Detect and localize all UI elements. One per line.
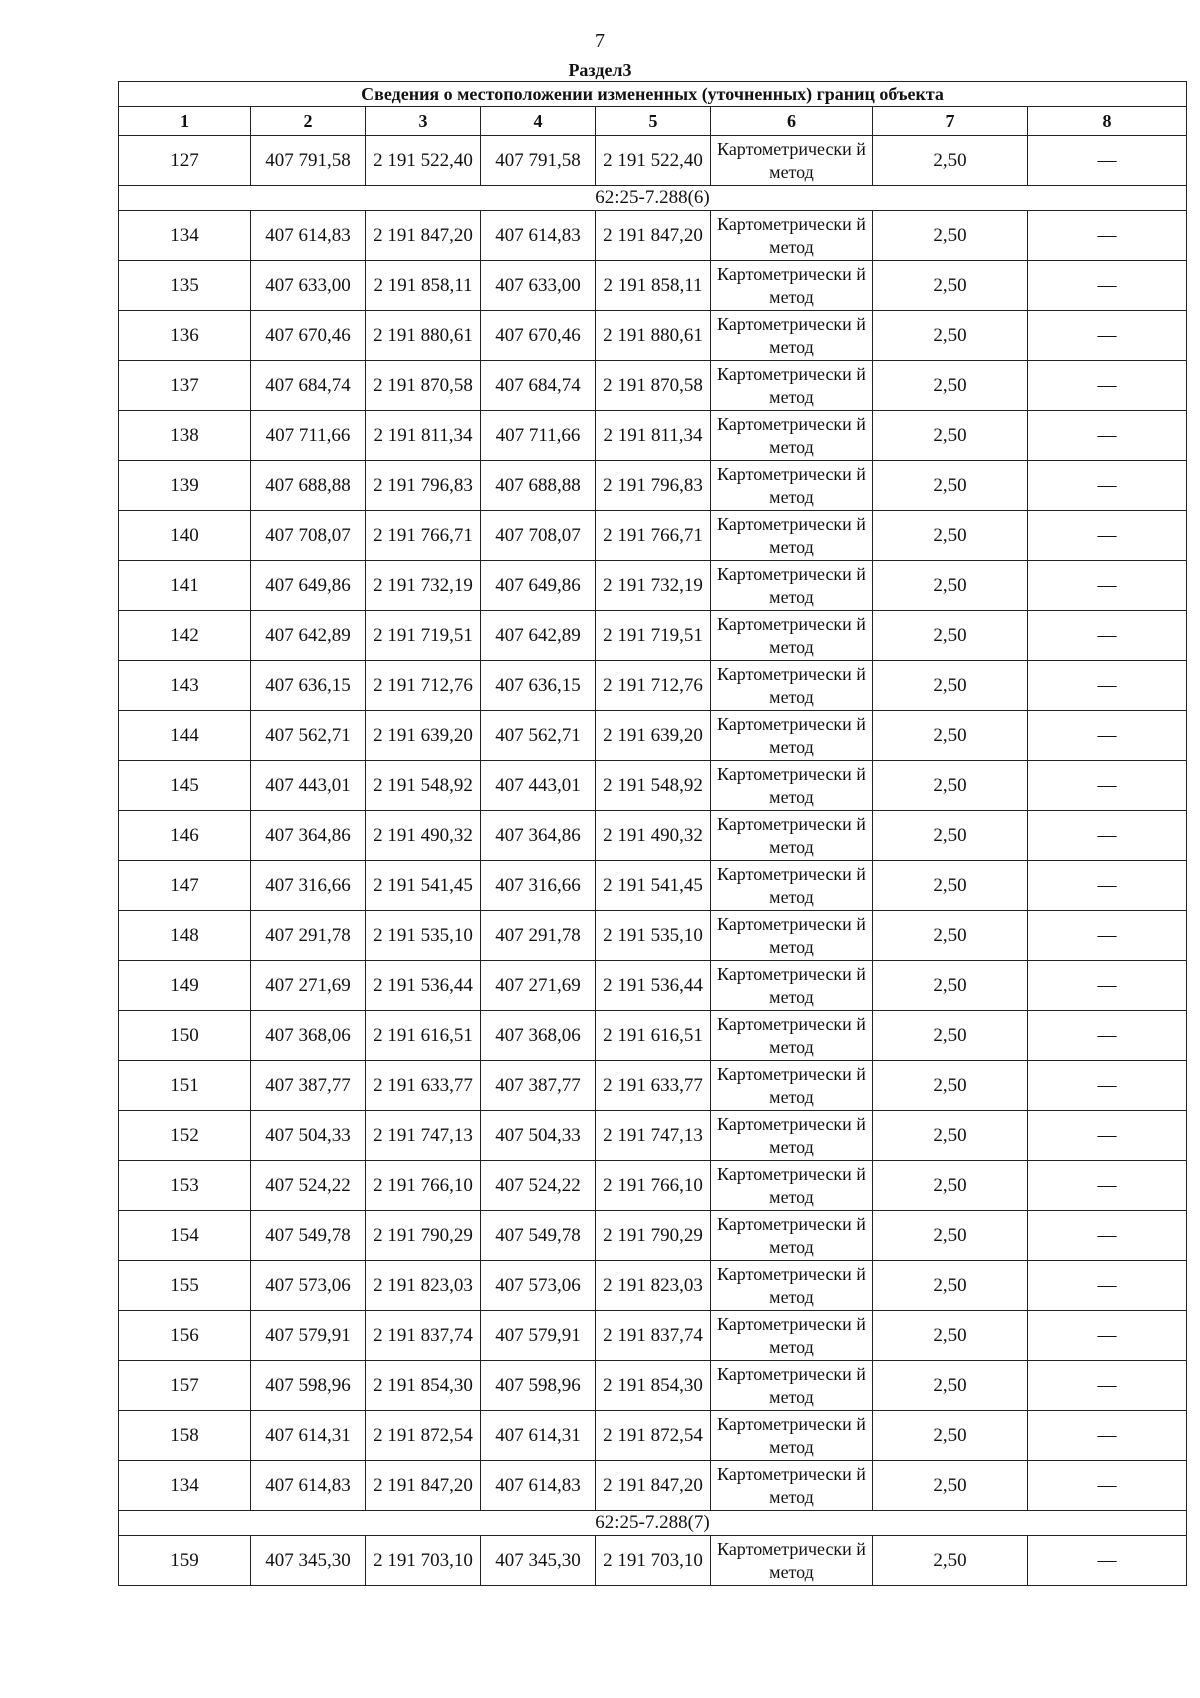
x-new-cell: 407 549,78 (481, 1211, 596, 1261)
note-cell: — (1028, 1011, 1187, 1061)
y-old-cell: 2 191 790,29 (366, 1211, 481, 1261)
x-old-cell: 407 368,06 (251, 1011, 366, 1061)
page-number: 7 (595, 30, 605, 52)
point-number-cell: 157 (119, 1361, 251, 1411)
method-cell: Картометрически й метод (711, 661, 873, 711)
point-number-cell: 138 (119, 411, 251, 461)
x-old-cell: 407 708,07 (251, 511, 366, 561)
table-row (119, 1361, 1187, 1411)
x-new-cell: 407 524,22 (481, 1161, 596, 1211)
point-number-cell: 142 (119, 611, 251, 661)
accuracy-cell: 2,50 (873, 1536, 1028, 1586)
method-cell: Картометрически й метод (711, 1061, 873, 1111)
method-cell: Картометрически й метод (711, 1261, 873, 1311)
group-label: 62:25-7.288(7) (119, 1511, 1187, 1536)
point-number-cell: 141 (119, 561, 251, 611)
x-new-cell: 407 649,86 (481, 561, 596, 611)
table-body (119, 136, 1187, 1586)
note-cell: — (1028, 461, 1187, 511)
y-old-cell: 2 191 766,71 (366, 511, 481, 561)
x-old-cell: 407 614,83 (251, 1461, 366, 1511)
accuracy-cell: 2,50 (873, 1361, 1028, 1411)
note-cell: — (1028, 561, 1187, 611)
y-old-cell: 2 191 548,92 (366, 761, 481, 811)
point-number-cell: 134 (119, 1461, 251, 1511)
note-cell: — (1028, 361, 1187, 411)
method-cell: Картометрически й метод (711, 1111, 873, 1161)
table-row (119, 261, 1187, 311)
note-cell: — (1028, 1261, 1187, 1311)
method-cell: Картометрически й метод (711, 1161, 873, 1211)
column-header: 5 (596, 107, 711, 136)
note-cell: — (1028, 911, 1187, 961)
y-new-cell: 2 191 536,44 (596, 961, 711, 1011)
y-new-cell: 2 191 766,71 (596, 511, 711, 561)
method-cell: Картометрически й метод (711, 811, 873, 861)
table-row (119, 711, 1187, 761)
note-cell: — (1028, 711, 1187, 761)
table-row (119, 561, 1187, 611)
x-new-cell: 407 636,15 (481, 661, 596, 711)
x-new-cell: 407 387,77 (481, 1061, 596, 1111)
accuracy-cell: 2,50 (873, 1061, 1028, 1111)
table-row (119, 861, 1187, 911)
y-old-cell: 2 191 837,74 (366, 1311, 481, 1361)
table-row (119, 811, 1187, 861)
x-old-cell: 407 598,96 (251, 1361, 366, 1411)
accuracy-cell: 2,50 (873, 611, 1028, 661)
point-number-cell: 146 (119, 811, 251, 861)
x-new-cell: 407 614,31 (481, 1411, 596, 1461)
y-new-cell: 2 191 811,34 (596, 411, 711, 461)
y-new-cell: 2 191 490,32 (596, 811, 711, 861)
x-old-cell: 407 573,06 (251, 1261, 366, 1311)
x-new-cell: 407 271,69 (481, 961, 596, 1011)
x-old-cell: 407 791,58 (251, 136, 366, 186)
table-row (119, 1311, 1187, 1361)
accuracy-cell: 2,50 (873, 711, 1028, 761)
x-old-cell: 407 614,83 (251, 211, 366, 261)
note-cell: — (1028, 136, 1187, 186)
table-row (119, 1461, 1187, 1511)
point-number-cell: 153 (119, 1161, 251, 1211)
column-header: 2 (251, 107, 366, 136)
note-cell: — (1028, 1461, 1187, 1511)
x-new-cell: 407 573,06 (481, 1261, 596, 1311)
accuracy-cell: 2,50 (873, 1211, 1028, 1261)
x-new-cell: 407 688,88 (481, 461, 596, 511)
x-old-cell: 407 316,66 (251, 861, 366, 911)
table-row (119, 961, 1187, 1011)
method-cell: Картометрически й метод (711, 1411, 873, 1461)
y-old-cell: 2 191 535,10 (366, 911, 481, 961)
y-old-cell: 2 191 796,83 (366, 461, 481, 511)
group-label: 62:25-7.288(6) (119, 186, 1187, 211)
accuracy-cell: 2,50 (873, 511, 1028, 561)
table-row (119, 411, 1187, 461)
method-cell: Картометрически й метод (711, 461, 873, 511)
note-cell: — (1028, 961, 1187, 1011)
y-old-cell: 2 191 870,58 (366, 361, 481, 411)
column-header: 8 (1028, 107, 1187, 136)
y-new-cell: 2 191 872,54 (596, 1411, 711, 1461)
accuracy-cell: 2,50 (873, 1011, 1028, 1061)
y-old-cell: 2 191 536,44 (366, 961, 481, 1011)
y-old-cell: 2 191 823,03 (366, 1261, 481, 1311)
note-cell: — (1028, 411, 1187, 461)
x-new-cell: 407 345,30 (481, 1536, 596, 1586)
note-cell: — (1028, 761, 1187, 811)
accuracy-cell: 2,50 (873, 561, 1028, 611)
note-cell: — (1028, 811, 1187, 861)
y-new-cell: 2 191 837,74 (596, 1311, 711, 1361)
method-cell: Картометрически й метод (711, 511, 873, 561)
note-cell: — (1028, 1161, 1187, 1211)
x-old-cell: 407 579,91 (251, 1311, 366, 1361)
x-new-cell: 407 711,66 (481, 411, 596, 461)
x-old-cell: 407 364,86 (251, 811, 366, 861)
method-cell: Картометрически й метод (711, 1461, 873, 1511)
note-cell: — (1028, 1211, 1187, 1261)
method-cell: Картометрически й метод (711, 561, 873, 611)
note-cell: — (1028, 261, 1187, 311)
y-old-cell: 2 191 616,51 (366, 1011, 481, 1061)
x-new-cell: 407 368,06 (481, 1011, 596, 1061)
column-header: 7 (873, 107, 1028, 136)
point-number-cell: 147 (119, 861, 251, 911)
x-new-cell: 407 614,83 (481, 211, 596, 261)
x-new-cell: 407 562,71 (481, 711, 596, 761)
x-old-cell: 407 688,88 (251, 461, 366, 511)
accuracy-cell: 2,50 (873, 1311, 1028, 1361)
table-row (119, 1011, 1187, 1061)
table-row (119, 661, 1187, 711)
accuracy-cell: 2,50 (873, 961, 1028, 1011)
y-old-cell: 2 191 747,13 (366, 1111, 481, 1161)
point-number-cell: 151 (119, 1061, 251, 1111)
y-new-cell: 2 191 633,77 (596, 1061, 711, 1111)
method-cell: Картометрически й метод (711, 361, 873, 411)
x-new-cell: 407 642,89 (481, 611, 596, 661)
table-row (119, 461, 1187, 511)
x-new-cell: 407 598,96 (481, 1361, 596, 1411)
note-cell: — (1028, 1536, 1187, 1586)
table-row (119, 311, 1187, 361)
accuracy-cell: 2,50 (873, 1161, 1028, 1211)
y-new-cell: 2 191 703,10 (596, 1536, 711, 1586)
x-new-cell: 407 791,58 (481, 136, 596, 186)
point-number-cell: 149 (119, 961, 251, 1011)
y-old-cell: 2 191 858,11 (366, 261, 481, 311)
y-old-cell: 2 191 703,10 (366, 1536, 481, 1586)
point-number-cell: 154 (119, 1211, 251, 1261)
y-old-cell: 2 191 541,45 (366, 861, 481, 911)
x-new-cell: 407 443,01 (481, 761, 596, 811)
y-new-cell: 2 191 747,13 (596, 1111, 711, 1161)
point-number-cell: 155 (119, 1261, 251, 1311)
y-new-cell: 2 191 847,20 (596, 1461, 711, 1511)
table-row (119, 361, 1187, 411)
section-title: Раздел3 (568, 60, 632, 80)
point-number-cell: 156 (119, 1311, 251, 1361)
x-old-cell: 407 271,69 (251, 961, 366, 1011)
x-old-cell: 407 711,66 (251, 411, 366, 461)
accuracy-cell: 2,50 (873, 861, 1028, 911)
point-number-cell: 139 (119, 461, 251, 511)
y-old-cell: 2 191 854,30 (366, 1361, 481, 1411)
method-cell: Картометрически й метод (711, 211, 873, 261)
y-new-cell: 2 191 880,61 (596, 311, 711, 361)
table-row (119, 1111, 1187, 1161)
table-row (119, 1211, 1187, 1261)
y-new-cell: 2 191 712,76 (596, 661, 711, 711)
y-new-cell: 2 191 522,40 (596, 136, 711, 186)
x-old-cell: 407 633,00 (251, 261, 366, 311)
x-new-cell: 407 708,07 (481, 511, 596, 561)
x-new-cell: 407 684,74 (481, 361, 596, 411)
y-new-cell: 2 191 548,92 (596, 761, 711, 811)
y-old-cell: 2 191 872,54 (366, 1411, 481, 1461)
y-old-cell: 2 191 712,76 (366, 661, 481, 711)
point-number-cell: 144 (119, 711, 251, 761)
x-new-cell: 407 614,83 (481, 1461, 596, 1511)
group-row (119, 1511, 1187, 1536)
point-number-cell: 152 (119, 1111, 251, 1161)
note-cell: — (1028, 661, 1187, 711)
accuracy-cell: 2,50 (873, 311, 1028, 361)
x-old-cell: 407 549,78 (251, 1211, 366, 1261)
x-old-cell: 407 387,77 (251, 1061, 366, 1111)
x-old-cell: 407 636,15 (251, 661, 366, 711)
accuracy-cell: 2,50 (873, 211, 1028, 261)
accuracy-cell: 2,50 (873, 461, 1028, 511)
y-new-cell: 2 191 541,45 (596, 861, 711, 911)
y-old-cell: 2 191 719,51 (366, 611, 481, 661)
table-row (119, 1411, 1187, 1461)
point-number-cell: 134 (119, 211, 251, 261)
point-number-cell: 135 (119, 261, 251, 311)
note-cell: — (1028, 311, 1187, 361)
coordinates-table (118, 81, 1187, 1586)
method-cell: Картометрически й метод (711, 611, 873, 661)
group-row (119, 186, 1187, 211)
method-cell: Картометрически й метод (711, 911, 873, 961)
x-new-cell: 407 316,66 (481, 861, 596, 911)
method-cell: Картометрически й метод (711, 1536, 873, 1586)
method-cell: Картометрически й метод (711, 861, 873, 911)
note-cell: — (1028, 211, 1187, 261)
point-number-cell: 136 (119, 311, 251, 361)
table-row (119, 511, 1187, 561)
method-cell: Картометрически й метод (711, 411, 873, 461)
note-cell: — (1028, 1311, 1187, 1361)
method-cell: Картометрически й метод (711, 1311, 873, 1361)
accuracy-cell: 2,50 (873, 1261, 1028, 1311)
y-new-cell: 2 191 535,10 (596, 911, 711, 961)
point-number-cell: 158 (119, 1411, 251, 1461)
y-new-cell: 2 191 719,51 (596, 611, 711, 661)
y-new-cell: 2 191 854,30 (596, 1361, 711, 1411)
x-old-cell: 407 562,71 (251, 711, 366, 761)
accuracy-cell: 2,50 (873, 1111, 1028, 1161)
y-old-cell: 2 191 847,20 (366, 211, 481, 261)
x-new-cell: 407 504,33 (481, 1111, 596, 1161)
x-old-cell: 407 642,89 (251, 611, 366, 661)
y-old-cell: 2 191 811,34 (366, 411, 481, 461)
y-old-cell: 2 191 633,77 (366, 1061, 481, 1111)
point-number-cell: 150 (119, 1011, 251, 1061)
x-new-cell: 407 633,00 (481, 261, 596, 311)
point-number-cell: 143 (119, 661, 251, 711)
x-new-cell: 407 579,91 (481, 1311, 596, 1361)
method-cell: Картометрически й метод (711, 1211, 873, 1261)
method-cell: Картометрически й метод (711, 961, 873, 1011)
method-cell: Картометрически й метод (711, 1361, 873, 1411)
x-old-cell: 407 504,33 (251, 1111, 366, 1161)
column-header: 1 (119, 107, 251, 136)
table-row (119, 211, 1187, 261)
point-number-cell: 127 (119, 136, 251, 186)
accuracy-cell: 2,50 (873, 811, 1028, 861)
accuracy-cell: 2,50 (873, 911, 1028, 961)
method-cell: Картометрически й метод (711, 761, 873, 811)
point-number-cell: 159 (119, 1536, 251, 1586)
y-old-cell: 2 191 766,10 (366, 1161, 481, 1211)
accuracy-cell: 2,50 (873, 761, 1028, 811)
method-cell: Картометрически й метод (711, 311, 873, 361)
column-header: 6 (711, 107, 873, 136)
y-old-cell: 2 191 522,40 (366, 136, 481, 186)
accuracy-cell: 2,50 (873, 361, 1028, 411)
y-new-cell: 2 191 796,83 (596, 461, 711, 511)
method-cell: Картометрически й метод (711, 261, 873, 311)
accuracy-cell: 2,50 (873, 1411, 1028, 1461)
x-new-cell: 407 670,46 (481, 311, 596, 361)
column-header: 3 (366, 107, 481, 136)
method-cell: Картометрически й метод (711, 136, 873, 186)
note-cell: — (1028, 1411, 1187, 1461)
y-old-cell: 2 191 847,20 (366, 1461, 481, 1511)
table-row (119, 761, 1187, 811)
y-new-cell: 2 191 732,19 (596, 561, 711, 611)
accuracy-cell: 2,50 (873, 1461, 1028, 1511)
x-old-cell: 407 443,01 (251, 761, 366, 811)
x-old-cell: 407 684,74 (251, 361, 366, 411)
y-new-cell: 2 191 847,20 (596, 211, 711, 261)
table-caption: Сведения о местоположении измененных (уточненных) границ объекта (119, 82, 1187, 107)
method-cell: Картометрически й метод (711, 711, 873, 761)
y-old-cell: 2 191 639,20 (366, 711, 481, 761)
y-new-cell: 2 191 766,10 (596, 1161, 711, 1211)
accuracy-cell: 2,50 (873, 661, 1028, 711)
y-new-cell: 2 191 639,20 (596, 711, 711, 761)
y-new-cell: 2 191 790,29 (596, 1211, 711, 1261)
table-row (119, 1536, 1187, 1586)
point-number-cell: 137 (119, 361, 251, 411)
x-old-cell: 407 291,78 (251, 911, 366, 961)
table-row (119, 611, 1187, 661)
y-new-cell: 2 191 823,03 (596, 1261, 711, 1311)
x-new-cell: 407 291,78 (481, 911, 596, 961)
note-cell: — (1028, 861, 1187, 911)
accuracy-cell: 2,50 (873, 411, 1028, 461)
point-number-cell: 140 (119, 511, 251, 561)
note-cell: — (1028, 511, 1187, 561)
x-old-cell: 407 670,46 (251, 311, 366, 361)
header-row (119, 107, 1187, 136)
y-new-cell: 2 191 616,51 (596, 1011, 711, 1061)
y-old-cell: 2 191 490,32 (366, 811, 481, 861)
y-old-cell: 2 191 880,61 (366, 311, 481, 361)
table-row (119, 1161, 1187, 1211)
accuracy-cell: 2,50 (873, 261, 1028, 311)
table-row (119, 136, 1187, 186)
y-old-cell: 2 191 732,19 (366, 561, 481, 611)
x-old-cell: 407 524,22 (251, 1161, 366, 1211)
column-header: 4 (481, 107, 596, 136)
point-number-cell: 148 (119, 911, 251, 961)
table-row (119, 1061, 1187, 1111)
note-cell: — (1028, 611, 1187, 661)
x-old-cell: 407 345,30 (251, 1536, 366, 1586)
x-new-cell: 407 364,86 (481, 811, 596, 861)
accuracy-cell: 2,50 (873, 136, 1028, 186)
x-old-cell: 407 614,31 (251, 1411, 366, 1461)
note-cell: — (1028, 1361, 1187, 1411)
y-new-cell: 2 191 870,58 (596, 361, 711, 411)
note-cell: — (1028, 1111, 1187, 1161)
note-cell: — (1028, 1061, 1187, 1111)
table-row (119, 911, 1187, 961)
y-new-cell: 2 191 858,11 (596, 261, 711, 311)
point-number-cell: 145 (119, 761, 251, 811)
method-cell: Картометрически й метод (711, 1011, 873, 1061)
table-row (119, 1261, 1187, 1311)
x-old-cell: 407 649,86 (251, 561, 366, 611)
